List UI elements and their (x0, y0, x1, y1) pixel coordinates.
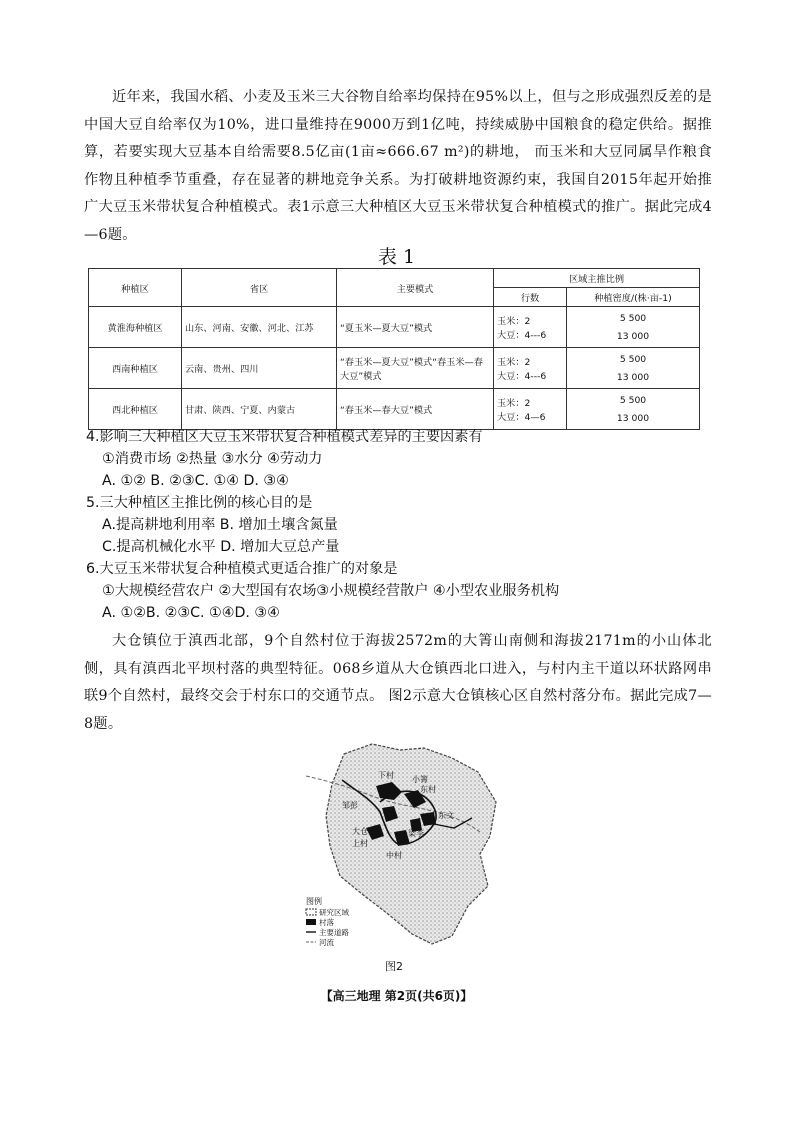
label-xiaojing: 小箐 (412, 775, 428, 784)
th-provinces: 省区 (182, 269, 337, 307)
label-zhongcun: 中村 (386, 851, 402, 860)
th-density: 种植密度/(株·亩-1) (567, 288, 700, 307)
label-shangcun: 上村 (352, 839, 368, 848)
table-title: 表 1 (377, 246, 416, 268)
planting-table (88, 268, 700, 430)
cell-provinces: 甘肃、陕西、宁夏、内蒙古 (182, 389, 337, 430)
cell-rows (494, 348, 567, 389)
legend-study-area: 研究区域 (319, 908, 349, 917)
rows-soy: 大豆：4—6 (497, 412, 546, 423)
cell-density (567, 348, 700, 389)
question-5-options-ab: A.提高耕地利用率 B. 增加土壤含氮量 (102, 517, 338, 533)
cell-region: 黄淮海种植区 (89, 307, 182, 348)
cell-region: 西南种植区 (89, 348, 182, 389)
cell-region: 西北种植区 (89, 389, 182, 430)
map-graphic (302, 736, 506, 954)
th-region: 种植区 (89, 269, 182, 307)
label-dongcun: 东村 (420, 785, 436, 794)
label-dacang: 大仓 (352, 827, 368, 836)
legend-title: 图例 (306, 897, 322, 906)
cell-mode: “春玉米—夏大豆”模式“春玉米—春大豆”模式 (337, 348, 494, 389)
question-6-options: A. ①②B. ②③C. ①④D. ③④ (102, 605, 280, 621)
label-zoupeng: 邹彭 (342, 801, 358, 810)
legend-river: 河流 (319, 938, 334, 947)
legend-village-symbol (306, 919, 316, 925)
cell-mode: “夏玉米—夏大豆”模式 (337, 307, 494, 348)
th-rows-count: 行数 (494, 288, 567, 307)
density-soy: 13 000 (616, 371, 650, 383)
th-mode: 主要模式 (337, 269, 494, 307)
question-6-items: ①大规模经营农户 ②大型国有农场③小规模经营散户 ④小型农业服务机构 (102, 583, 560, 599)
village-map (302, 736, 506, 954)
table-row (89, 307, 700, 348)
question-4-items: ①消费市场 ②热量 ③水分 ④劳动力 (102, 451, 323, 467)
density-soy: 13 000 (616, 412, 650, 424)
legend-study-area-symbol (306, 909, 316, 915)
figure-caption: 图2 (385, 960, 403, 973)
legend-village: 村落 (319, 918, 334, 927)
th-ratio-group: 区域主推比例 (494, 269, 700, 288)
rows-corn: 玉米：2 (497, 316, 531, 327)
density-corn: 5 500 (619, 394, 647, 406)
question-5-options-cd: C.提高机械化水平 D. 增加大豆总产量 (102, 539, 340, 555)
density-corn: 5 500 (619, 353, 647, 365)
question-6: 6.大豆玉米带状复合种植模式更适合推广的对象是 (86, 561, 398, 577)
label-xiacun: 下村 (378, 771, 394, 780)
cell-density (567, 307, 700, 348)
passage-2-text: 大仓镇位于滇西北部，9个自然村位于海拔2572m的大箐山南侧和海拔2171m的小山体北侧，具有滇西北平坝村落的典型特征。068乡道从大仓镇西北口进入，与村内主干道以环状路网串联9个自然村，最终交会于村东口的交通节点。 图2示意大仓镇核心区自然村落分布。据此完成7—8题。 (84, 633, 712, 732)
label-dongwen: 东文 (438, 811, 454, 820)
rows-soy: 大豆：4---6 (497, 330, 547, 341)
cell-provinces: 云南、贵州、四川 (182, 348, 337, 389)
density-corn: 5 500 (619, 312, 647, 324)
table-row (89, 348, 700, 389)
passage-2 (84, 628, 712, 738)
cell-rows (494, 307, 567, 348)
questions-block (86, 426, 726, 624)
question-5: 5.三大种植区主推比例的核心目的是 (86, 495, 313, 511)
page-footer: 【高三地理 第2页(共6页)】 (320, 989, 473, 1003)
question-4: 4.影响三大种植区大豆玉米带状复合种植模式差异的主要因素有 (86, 429, 483, 445)
legend-main-road: 主要道路 (319, 928, 349, 937)
cell-provinces: 山东、河南、安徽、河北、江苏 (182, 307, 337, 348)
intro-passage (84, 84, 712, 249)
cell-rows (494, 389, 567, 430)
rows-corn: 玉米：2 (497, 398, 531, 409)
density-soy: 13 000 (616, 330, 650, 342)
rows-corn: 玉米：2 (497, 357, 531, 368)
question-4-options: A. ①② B. ②③C. ①④ D. ③④ (102, 473, 289, 489)
label-liangzi: 梁李 (408, 829, 424, 838)
cell-mode: “春玉米—春大豆”模式 (337, 389, 494, 430)
cell-density (567, 389, 700, 430)
rows-soy: 大豆：4---6 (497, 371, 547, 382)
intro-text: 近年来，我国水稻、小麦及玉米三大谷物自给率均保持在95%以上，但与之形成强烈反差的是中国大豆自给率仅为10%，进口量维持在9000万到1亿吨，持续威胁中国粮食的稳定供给。据推算，若要实现大豆基本自给需要8.5亿亩(1亩≈666.67 m²)的耕地， 而玉米和大豆同属旱作粮食作物且种植季节重叠，存在显著的耕地竞争关系。为打破耕地资源约束，我国自2015年起开始推广大豆玉米带状复合种植模式。表1示意三大种植区大豆玉米带状复合种植模式的推广。据此完成4—6题。 (84, 89, 712, 243)
table-row (89, 389, 700, 430)
